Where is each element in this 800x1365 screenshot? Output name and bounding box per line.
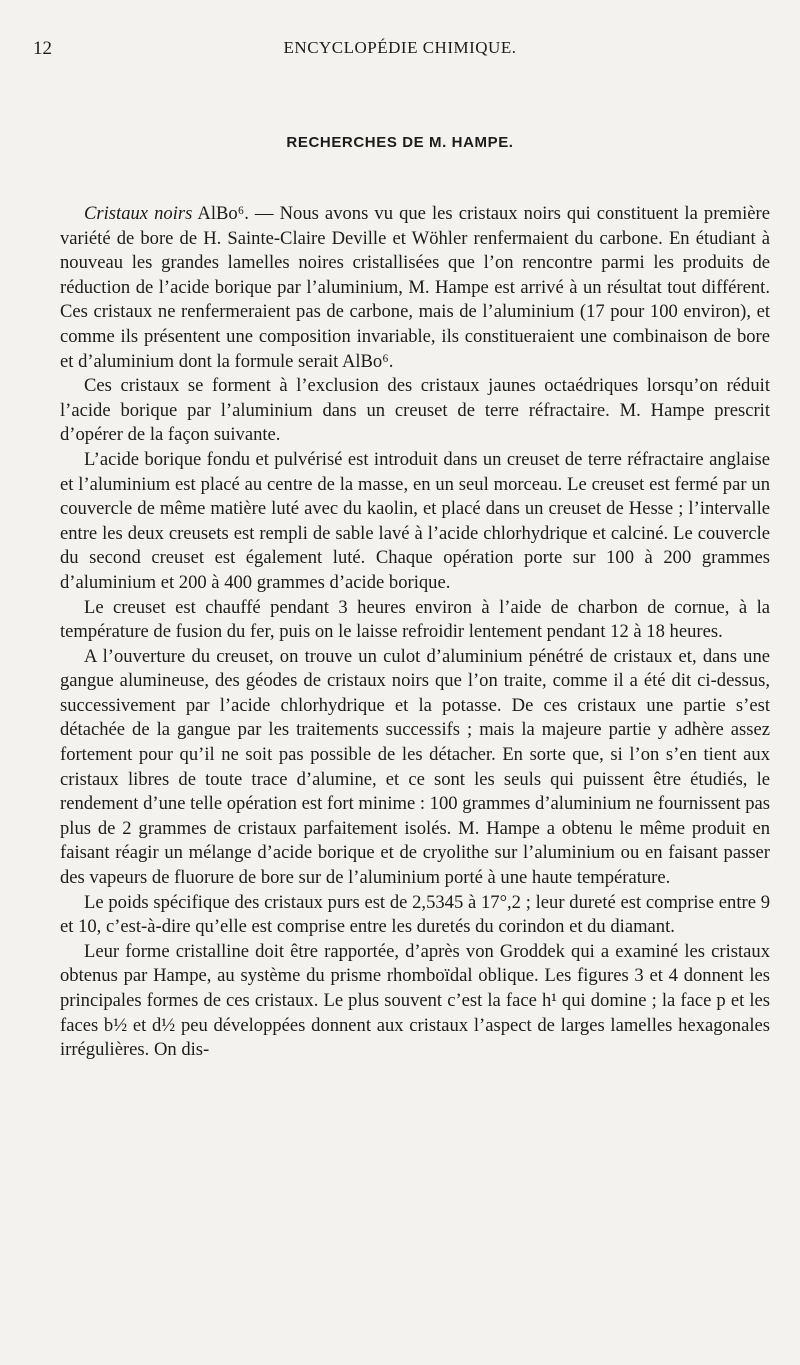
paragraph: Leur forme cristalline doit être rapportée, d’après von Groddek qui a examiné les cristaux obtenus par Hampe, au système du prisme rhomboïdal oblique. Les figures 3 et 4 donnent les principales formes de ces cristaux. Le plus souvent c’est la face h¹ qui domine ; la face p et les faces b½ et d½ peu développées donnent aux cristaux l’aspect de larges lamelles hexagonales irrégulières. On dis- [60, 940, 770, 1061]
paragraph [60, 202, 770, 374]
paragraph: L’acide borique fondu et pulvérisé est introduit dans un creuset de terre réfractaire anglaise et l’aluminium est placé au centre de la masse, en un seul morceau. Le creuset est fermé par un couvercle de même matière luté avec du kaolin, et placé dans un creuset de Hesse ; l’intervalle entre les deux creusets est rempli de sable lavé à l’acide chlorhydrique et calciné. Le couvercle du second creuset est également luté. Chaque opération porte sur 100 à 200 grammes d’aluminium et 200 à 400 grammes d’acide borique. [60, 448, 770, 593]
page-number: 12 [33, 38, 52, 59]
running-head [0, 38, 800, 64]
section-title: RECHERCHES DE M. HAMPE. [286, 134, 514, 151]
paragraph: Le creuset est chauffé pendant 3 heures environ à l’aide de charbon de cornue, à la température de fusion du fer, puis on le laisse refroidir lentement pendant 12 à 18 heures. [60, 596, 770, 643]
paragraph-text: AlBo⁶. — Nous avons vu que les cristaux noirs qui constituent la première variété de bore de H. Sainte-Claire Deville et Wöhler renfermaient du carbone. En étudiant à nouveau les grandes lamelles noires cristallisées que l’on rencontre parmi les produits de réduction de l’acide borique par l’aluminium, M. Hampe est arrivé à un résultat tout différent. Ces cristaux ne renfermeraient pas de carbone, mais de l’aluminium (17 pour 100 environ), et comme ils présentent une composition invariable, ils constitueraient une combinaison de bore et d’aluminium dont la formule serait AlBo⁶. [60, 203, 770, 372]
body-text [60, 202, 770, 1063]
paragraph: Ces cristaux se forment à l’exclusion des cristaux jaunes octaédriques lorsqu’on réduit l’acide borique par l’aluminium dans un creuset de terre réfractaire. M. Hampe prescrit d’opérer de la façon suivante. [60, 375, 770, 446]
paragraph: A l’ouverture du creuset, on trouve un culot d’aluminium pénétré de cristaux et, dans une gangue alumineuse, des géodes de cristaux noirs que l’on traite, comme il a été dit ci-dessus, successivement par l’acide chlorhydrique et la potasse. De ces cristaux une partie s’est détachée de la gangue par les traitements successifs ; mais la majeure partie y adhère assez fortement pour qu’il ne soit pas possible de les détacher. En sorte que, si l’on s’en tient aux cristaux libres de toute trace d’alumine, et ce sont les seuls qui puissent être étudiés, le rendement d’une telle opération est fort minime : 100 grammes d’aluminium ne fournissent pas plus de 2 grammes de cristaux parfaitement isolés. M. Hampe a obtenu le même produit en faisant réagir un mélange d’acide borique et de cryolithe sur l’aluminium ou en faisant passer des vapeurs de fluorure de bore sur de l’aluminium porté à une haute température. [60, 645, 770, 889]
paragraph: Le poids spécifique des cristaux purs est de 2,5345 à 17°,2 ; leur dureté est comprise entre 9 et 10, c’est-à-dire qu’elle est comprise entre les duretés du corindon et du diamant. [60, 891, 770, 938]
running-title: ENCYCLOPÉDIE CHIMIQUE. [283, 38, 517, 57]
paragraph-lead: Cristaux noirs [84, 203, 193, 224]
